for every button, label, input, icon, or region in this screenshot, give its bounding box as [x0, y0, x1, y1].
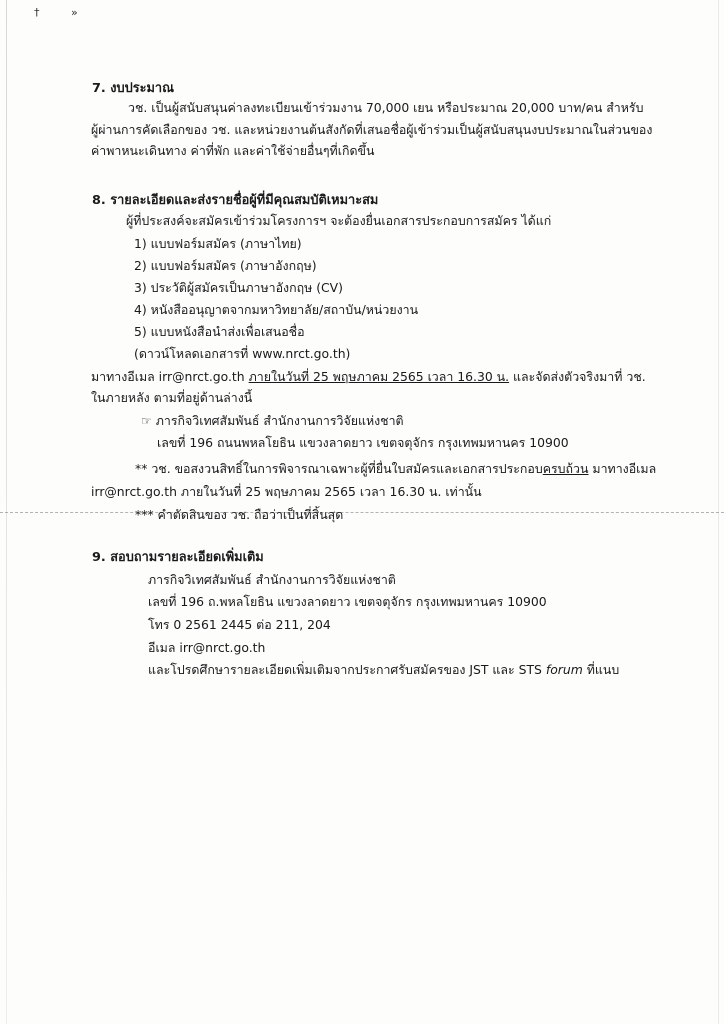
section-8-item-4: 4) หนังสืออนุญาตจากมหาวิทยาลัย/สถาบัน/หน่วยงาน	[134, 302, 419, 317]
section-8-note-1-tail: มาทางอีเมล	[588, 461, 657, 476]
section-8-address-org: ภารกิจวิเทศสัมพันธ์ สำนักงานการวิจัยแห่งชาติ	[155, 413, 404, 428]
section-8-note-1	[135, 461, 656, 477]
section-7-line-3: ค่าพาหนะเดินทาง ค่าที่พัก และค่าใช้จ่ายอื่นๆที่เกิดขึ้น	[91, 143, 375, 158]
section-8-email-text: มาทางอีเมล irr@nrct.go.th	[91, 369, 249, 384]
section-9-more-text: และโปรดศึกษารายละเอียดเพิ่มเติมจากประกาศรับสมัครของ JST และ STS	[148, 662, 546, 677]
section-8-address-intro: ในภายหลัง ตามที่อยู่ด้านล่างนี้	[91, 390, 253, 405]
section-8-item-5: 5) แบบหนังสือนำส่งเพื่อเสนอชื่อ	[134, 324, 305, 339]
section-7-line-2: ผู้ผ่านการคัดเลือกของ วช. และหน่วยงานต้นสังกัดที่เสนอชื่อผู้เข้าร่วมเป็นผู้สนับสนุนงบประมาณในส่วนของ	[91, 122, 653, 137]
section-9-org: ภารกิจวิเทศสัมพันธ์ สำนักงานการวิจัยแห่งชาติ	[148, 572, 396, 587]
section-8-deadline: ภายในวันที่ 25 พฤษภาคม 2565 เวลา 16.30 น.	[248, 369, 510, 384]
section-9-attached: ที่แนบ	[582, 662, 620, 677]
section-9-email: อีเมล irr@nrct.go.th	[148, 640, 266, 655]
section-7-heading: 7. งบประมาณ	[92, 81, 174, 96]
section-8-note-1-text: ** วช. ขอสงวนสิทธิ์ในการพิจารณาเฉพาะผู้ที่ยื่นใบสมัครและเอกสารประกอบ	[135, 461, 543, 476]
section-8-address-street: เลขที่ 196 ถนนพหลโยธิน แขวงลาดยาว เขตจตุจักร กรุงเทพมหานคร 10900	[157, 435, 569, 450]
section-9-heading: 9. สอบถามรายละเอียดเพิ่มเติม	[92, 550, 264, 565]
scan-fold-line	[0, 512, 724, 513]
section-8-note-1-line-2: irr@nrct.go.th ภายในวันที่ 25 พฤษภาคม 2565 เวลา 16.30 น. เท่านั้น	[91, 484, 482, 499]
section-8-intro: ผู้ที่ประสงค์จะสมัครเข้าร่วมโครงการฯ จะต้องยื่นเอกสารประกอบการสมัคร ได้แก่	[126, 213, 552, 228]
section-7-line-1: วช. เป็นผู้สนับสนุนค่าลงทะเบียนเข้าร่วมงาน 70,000 เยน หรือประมาณ 20,000 บาท/คน สำหรับ	[128, 100, 644, 115]
section-8-item-3: 3) ประวัติผู้สมัครเป็นภาษาอังกฤษ (CV)	[134, 280, 343, 295]
section-8-address-org-line	[141, 413, 404, 429]
section-8-note-2: *** คำตัดสินของ วช. ถือว่าเป็นที่สิ้นสุด	[135, 507, 344, 522]
section-8-heading: 8. รายละเอียดและส่งรายชื่อผู้ที่มีคุณสมบัติเหมาะสม	[92, 193, 379, 208]
section-8-item-2: 2) แบบฟอร์มสมัคร (ภาษาอังกฤษ)	[134, 258, 317, 273]
section-9-street: เลขที่ 196 ถ.พหลโยธิน แขวงลาดยาว เขตจตุจักร กรุงเทพมหานคร 10900	[148, 594, 547, 609]
scan-corner-marks: † »	[34, 6, 92, 19]
section-8-send-original: และจัดส่งตัวจริงมาที่ วช.	[509, 369, 646, 384]
section-8-note-1-complete: ครบถ้วน	[542, 461, 589, 476]
section-9-phone: โทร 0 2561 2445 ต่อ 211, 204	[148, 617, 331, 632]
section-8-download-note: (ดาวน์โหลดเอกสารที่ www.nrct.go.th)	[134, 346, 351, 361]
section-8-item-1: 1) แบบฟอร์มสมัคร (ภาษาไทย)	[134, 236, 302, 251]
section-9-more-info	[148, 662, 619, 678]
section-9-forum: forum	[545, 662, 583, 677]
pointing-hand-icon: ☞	[141, 414, 152, 428]
section-8-email-line	[91, 369, 646, 385]
